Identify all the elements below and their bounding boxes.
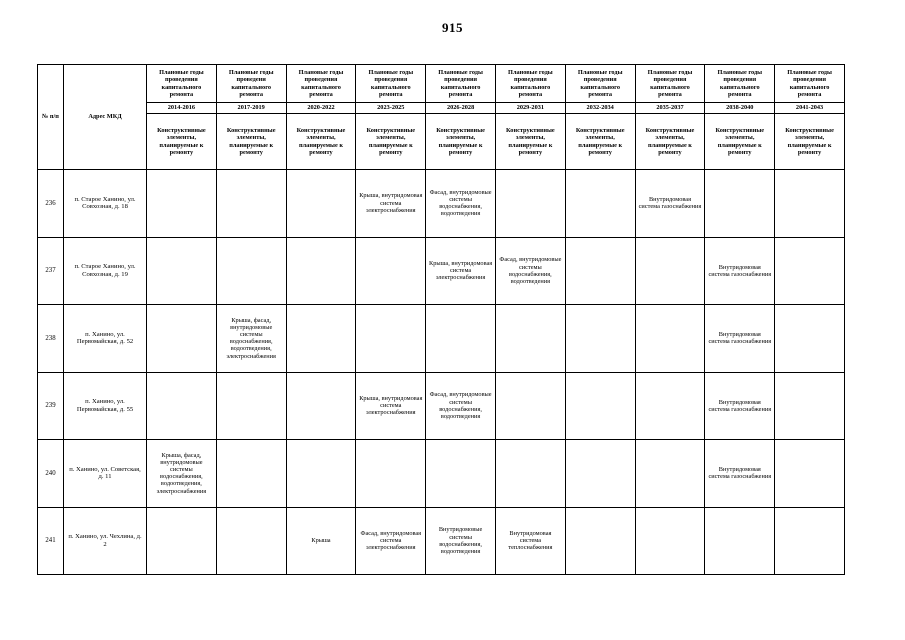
repair-elements-cell (495, 305, 565, 373)
repair-elements-cell (565, 372, 635, 440)
repair-elements-cell (565, 170, 635, 238)
repair-elements-cell (565, 237, 635, 305)
repair-elements-cell (216, 372, 286, 440)
capital-repair-schedule-table (37, 64, 845, 575)
period-elements-header: Конструктивные элементы, планируемые к ремонту (147, 114, 217, 170)
repair-elements-cell: Фасад, внутридомовые системы водоснабжения, водоотведения (426, 372, 496, 440)
repair-elements-cell (565, 305, 635, 373)
period-title-header: Плановые годы проведения капитального ремонта (565, 65, 635, 103)
period-title-header: Плановые годы проведения капитального ремонта (426, 65, 496, 103)
repair-elements-cell (635, 305, 705, 373)
row-address-cell: п. Старое Ханино, ул. Совхозная, д. 19 (64, 237, 147, 305)
repair-elements-cell (426, 305, 496, 373)
repair-elements-cell (635, 440, 705, 508)
repair-elements-cell: Крыша, фасад, внутридомовые системы водоснабжения, водоотведения, электроснабжения (216, 305, 286, 373)
table-row (38, 372, 845, 440)
repair-elements-cell: Внутридомовая система газоснабжения (635, 170, 705, 238)
period-years-header: 2032-2034 (565, 103, 635, 114)
repair-elements-cell (495, 440, 565, 508)
period-title-header: Плановые годы проведени капитального ремонта (216, 65, 286, 103)
repair-elements-cell (775, 305, 845, 373)
repair-elements-cell (635, 237, 705, 305)
period-elements-header: Конструктивные элементы, планируемые к ремонту (426, 114, 496, 170)
repair-elements-cell (565, 440, 635, 508)
repair-elements-cell (495, 170, 565, 238)
period-title-header: Плановые годы проведения капитального ремонта (495, 65, 565, 103)
repair-elements-cell (705, 170, 775, 238)
repair-elements-cell: Крыша, фасад, внутридомовые системы водоснабжения, водоотведения, электроснабжения (147, 440, 217, 508)
row-address-cell: п. Старое Ханино, ул. Совхозная, д. 18 (64, 170, 147, 238)
repair-elements-cell (216, 170, 286, 238)
repair-elements-cell (286, 237, 356, 305)
repair-elements-cell: Крыша (286, 507, 356, 575)
repair-elements-cell: Внутридомовая система теплоснабжения (495, 507, 565, 575)
period-elements-header: Конструктивные элементы, планируемые к ремонту (775, 114, 845, 170)
period-elements-header: Конструктивные элементы, планируемые к ремонту (356, 114, 426, 170)
row-address-cell: п. Ханино, ул. Чехлина, д. 2 (64, 507, 147, 575)
column-header-number: № п/п (38, 65, 64, 170)
period-years-header: 2017-2019 (216, 103, 286, 114)
period-elements-header: Конструктивные элементы, планируемые к ремонту (705, 114, 775, 170)
period-years-header: 2041-2043 (775, 103, 845, 114)
row-number-cell: 239 (38, 372, 64, 440)
repair-elements-cell (565, 507, 635, 575)
period-title-header: Плановые годы проведения капитального ремонта (705, 65, 775, 103)
repair-elements-cell (147, 237, 217, 305)
row-address-cell: п. Ханино, ул. Первомайская, д. 52 (64, 305, 147, 373)
table-body (38, 170, 845, 575)
repair-elements-cell (216, 440, 286, 508)
repair-elements-cell: Крыша, внутридомовая система электроснабжения (356, 372, 426, 440)
row-number-cell: 238 (38, 305, 64, 373)
repair-elements-cell (147, 305, 217, 373)
table-row (38, 440, 845, 508)
page-number: 915 (442, 20, 463, 35)
repair-elements-cell (286, 440, 356, 508)
repair-elements-cell: Внутридомовые системы водоснабжения, водоотведения (426, 507, 496, 575)
repair-elements-cell: Фасад, внутридомовые системы водоснабжения, водоотведения (426, 170, 496, 238)
repair-elements-cell (705, 507, 775, 575)
header-row-elements (38, 114, 845, 170)
repair-elements-cell (216, 237, 286, 305)
period-elements-header: Конструктивные элементы, планируемые к ремонту (635, 114, 705, 170)
row-address-cell: п. Ханино, ул. Советская, д. 11 (64, 440, 147, 508)
period-title-header: Плановые годы проведения капитального ремонта (147, 65, 217, 103)
period-years-header: 2035-2037 (635, 103, 705, 114)
row-address-cell: п. Ханино, ул. Первомайская, д. 55 (64, 372, 147, 440)
repair-elements-cell (495, 372, 565, 440)
repair-elements-cell: Крыша, внутридомовая система электроснабжения (426, 237, 496, 305)
repair-elements-cell: Фасад, внутридомовые системы водоснабжения, водоотведения (495, 237, 565, 305)
repair-elements-cell (635, 372, 705, 440)
table-row (38, 305, 845, 373)
repair-elements-cell: Внутридомовая система газоснабжения (705, 440, 775, 508)
row-number-cell: 237 (38, 237, 64, 305)
repair-elements-cell: Внутридомовая система газоснабжения (705, 237, 775, 305)
repair-elements-cell (356, 237, 426, 305)
period-years-header: 2023-2025 (356, 103, 426, 114)
repair-elements-cell (775, 170, 845, 238)
period-elements-header: Конструктивные элементы, планируемые к ремонту (216, 114, 286, 170)
table-row (38, 507, 845, 575)
repair-elements-cell (635, 507, 705, 575)
table-header (38, 65, 845, 170)
period-title-header: Плановые годы проведения капитального ремонта (286, 65, 356, 103)
table-row (38, 237, 845, 305)
repair-elements-cell (147, 170, 217, 238)
period-years-header: 2029-2031 (495, 103, 565, 114)
period-years-header: 2038-2040 (705, 103, 775, 114)
header-row-years (38, 103, 845, 114)
column-header-address: Адрес МКД (64, 65, 147, 170)
repair-elements-cell (286, 170, 356, 238)
repair-elements-cell (775, 507, 845, 575)
period-elements-header: Конструктивные элементы, планируемые к ремонту (495, 114, 565, 170)
repair-elements-cell: Фасад, внутридомовая система электроснабжения (356, 507, 426, 575)
period-elements-header: Конструктивные элементы, планируемые к ремонту (565, 114, 635, 170)
repair-elements-cell (775, 372, 845, 440)
period-elements-header: Конструктивные элементы, планируемые к ремонту (286, 114, 356, 170)
repair-elements-cell (286, 372, 356, 440)
repair-elements-cell (356, 305, 426, 373)
repair-elements-cell (147, 372, 217, 440)
row-number-cell: 236 (38, 170, 64, 238)
row-number-cell: 240 (38, 440, 64, 508)
repair-elements-cell: Крыша, внутридомовая система электроснабжения (356, 170, 426, 238)
repair-elements-cell (216, 507, 286, 575)
period-years-header: 2014-2016 (147, 103, 217, 114)
period-title-header: Плановые годы проведения капитального ремонта (775, 65, 845, 103)
repair-elements-cell (426, 440, 496, 508)
repair-elements-cell (356, 440, 426, 508)
period-years-header: 2026-2028 (426, 103, 496, 114)
table-row (38, 170, 845, 238)
repair-elements-cell (147, 507, 217, 575)
period-title-header: Плановые годы проведения капитального ремонта (356, 65, 426, 103)
period-years-header: 2020-2022 (286, 103, 356, 114)
period-title-header: Плановые годы проведения капитального ремонта (635, 65, 705, 103)
repair-elements-cell (286, 305, 356, 373)
repair-elements-cell (775, 440, 845, 508)
repair-elements-cell: Внутридомовая система газоснабжения (705, 305, 775, 373)
header-row-periods (38, 65, 845, 103)
repair-elements-cell: Внутридомовая система газоснабжения (705, 372, 775, 440)
repair-elements-cell (775, 237, 845, 305)
row-number-cell: 241 (38, 507, 64, 575)
